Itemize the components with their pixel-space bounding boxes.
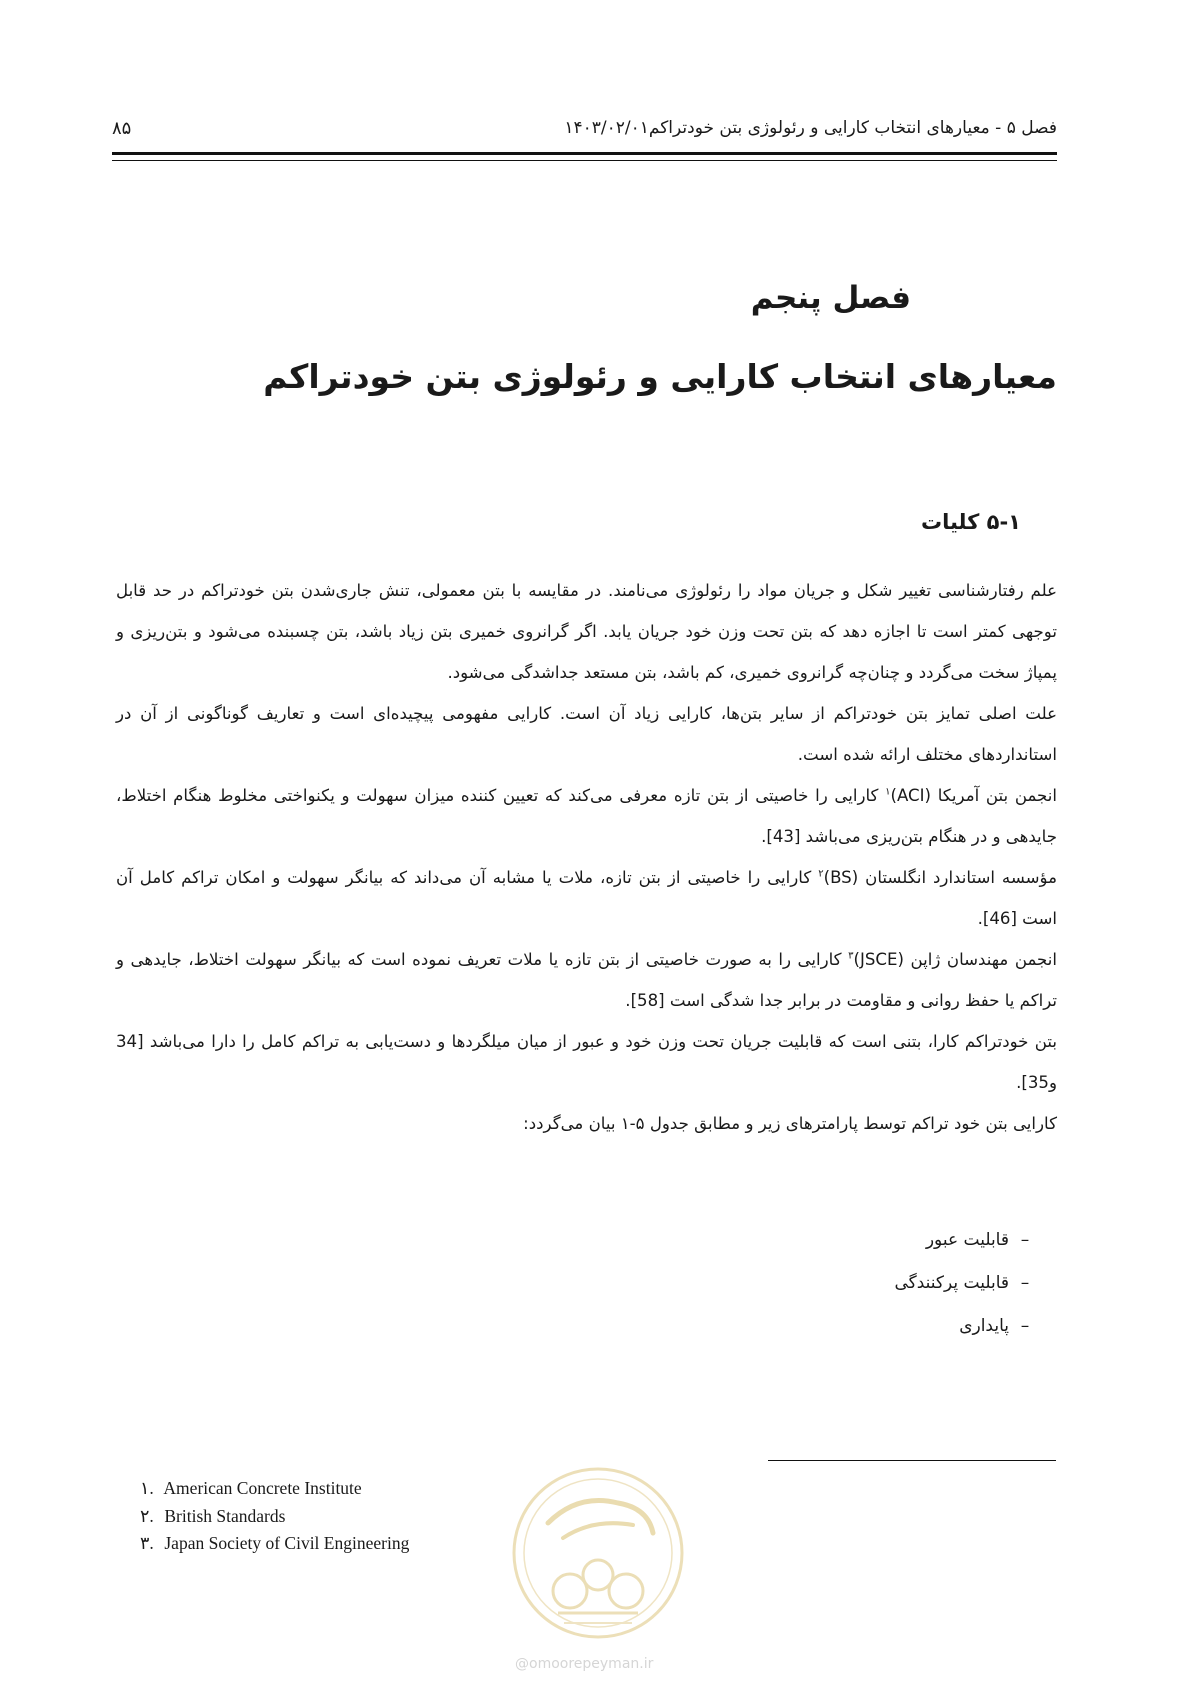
chapter-title: معیارهای انتخاب کارایی و رئولوژی بتن خودتراکم: [263, 357, 1057, 396]
list-item: [894, 1219, 1041, 1262]
footnote-number: ۲.: [140, 1505, 154, 1526]
list-item-label: پایداری: [959, 1316, 1009, 1336]
paragraph: علم رفتارشناسی تغییر شکل و جریان مواد را رئولوژی می‌نامند. در مقایسه با بتن معمولی، تنش جاری‌شدن بتن خودتراکم در حد قابل توجهی کمتر است تا اجازه دهد که بتن تحت وزن خود جریان یابد. اگر گرانروی خمیری بتن زیاد باشد، بتن چسبنده می‌شود و بتن‌ریزی و پمپاژ سخت می‌گردد و چنان‌چه گرانروی خمیری، کم باشد، بتن مستعد جداشدگی می‌شود.: [116, 581, 1057, 682]
paragraph-text: کارایی را خاصیتی از بتن تازه معرفی می‌کند که تعیین کننده میزان سهولت و یکنواختی مخلوط هنگام اختلاط، جایدهی و در هنگام بتن‌ریزی می‌باشد [43].: [116, 786, 1057, 846]
paragraph-text: انجمن بتن آمریکا (ACI): [890, 786, 1057, 805]
paragraph-text: کارایی را به صورت خاصیتی از بتن تازه یا ملات تعریف نموده است که بیانگر سهولت اختلاط، جایدهی و تراکم یا حفظ روانی و مقاومت در برابر جدا شدگی است [58].: [116, 950, 1057, 1010]
page-number: ۸۵: [112, 118, 132, 139]
footnote: [140, 1475, 409, 1503]
footnote: [140, 1503, 409, 1531]
footnote-text: British Standards: [164, 1505, 286, 1526]
footnote-ref: ۲: [818, 868, 824, 880]
footnote-number: ۳.: [140, 1533, 154, 1553]
footnote-rule: [768, 1460, 1056, 1461]
footnote-ref: ۱: [885, 786, 891, 798]
paragraph-text: مؤسسه استاندارد انگلستان (BS): [823, 868, 1057, 887]
paragraph-text: کارایی را خاصیتی از بتن تازه، ملات یا مشابه آن می‌داند که بیانگر سهولت و امکان تراکم کامل آن است [46].: [116, 868, 1057, 928]
footnote-number: ۱.: [140, 1478, 154, 1498]
list-item-label: قابلیت عبور: [925, 1230, 1009, 1250]
header-rule: [112, 152, 1057, 161]
list-marker: –: [1020, 1230, 1030, 1250]
paragraph: علت اصلی تمایز بتن خودتراکم از سایر بتن‌ها، کارایی زیاد آن است. کارایی مفهومی پیچیده‌ای است و تعاریف گوناگونی از آن در استانداردهای مختلف ارائه شده است.: [116, 704, 1057, 764]
running-header: [112, 118, 1057, 144]
paragraph: [116, 939, 1057, 1021]
body-text: [116, 570, 1057, 1144]
footnote-ref: ۳: [848, 950, 854, 962]
seal-logo: [508, 1463, 688, 1643]
section-heading: ۵-۱ کلیات: [920, 510, 1021, 534]
list-item: [894, 1305, 1041, 1348]
list-item: [894, 1262, 1041, 1305]
list-marker: –: [1020, 1316, 1030, 1336]
paragraph-text: انجمن مهندسان ژاپن (JSCE): [853, 950, 1057, 969]
parameter-list: [894, 1219, 1041, 1348]
site-watermark: @omoorepeyman.ir: [515, 1656, 654, 1672]
chapter-label: فصل پنجم: [750, 280, 911, 316]
list-item-label: قابلیت پرکنندگی: [894, 1273, 1009, 1293]
footnote-text: American Concrete Institute: [163, 1478, 362, 1498]
footnote: [140, 1530, 409, 1558]
running-title: فصل ۵ - معیارهای انتخاب کارایی و رئولوژی بتن خودتراکم۱۴۰۳/۰۲/۰۱: [564, 118, 1057, 138]
footnotes: [140, 1475, 409, 1558]
paragraph: بتن خودتراکم کارا، بتنی است که قابلیت جریان تحت وزن خود و عبور از میان میلگردها و دست‌یابی به تراکم کامل را دارا می‌باشد [34 و35].: [116, 1032, 1057, 1092]
paragraph: کارایی بتن خود تراکم توسط پارامترهای زیر و مطابق جدول ۵-۱ بیان می‌گردد:: [523, 1114, 1057, 1133]
paragraph: [116, 775, 1057, 857]
paragraph: [116, 857, 1057, 939]
footnote-text: Japan Society of Civil Engineering: [164, 1533, 410, 1553]
list-marker: –: [1020, 1273, 1030, 1293]
